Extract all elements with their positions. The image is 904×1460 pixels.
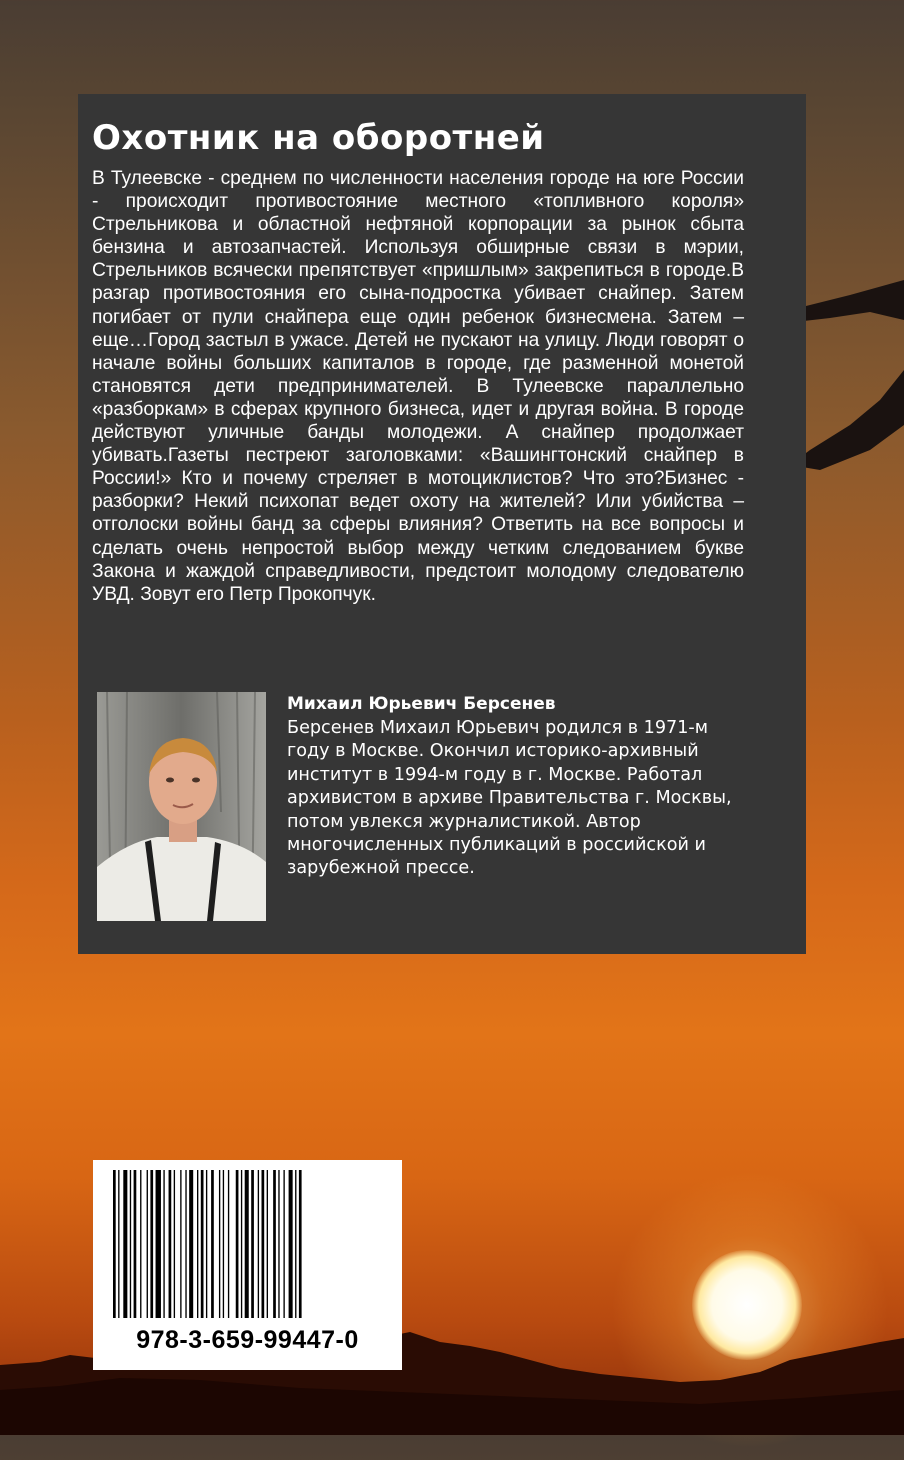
book-synopsis: В Тулеевске - среднем по численности населения городе на юге России - происходит противостояние местного «топливного короля» Стрельникова и областной нефтяной корпорации за рынок сбыта бензина и автозапчастей. Используя обширные связи в мэрии, Стрельников всячески препятствует «пришлым» закрепиться в городе.В разгар противостояния его сына-подростка убивает снайпер. Затем погибает от пули снайпера еще один ребенок бизнесмена. Затем – еще…Город застыл в ужасе. Детей не пускают на улицу. Люди говорят о начале войны больших капиталов в городе, где разменной монетой становятся дети предпринимателей. В Тулеевске параллельно «разборкам» в сферах крупного бизнеса, идет и другая война. В городе действуют уличные банды молодежи. А снайпер продолжает убивать.Газеты пестреют заголовками: «Вашингтонский снайпер в России!» Кто и почему стреляет в мотоциклистов? Что это?Бизнес - разборки? Некий психопат ведет охоту на жителей? Или убийства – отголоски войны банд за сферы влияния? Ответить на все вопросы и сделать очень непростой выбор между четким следованием букве Закона и жаждой справедливости, предстоит молодому следователю УВД. Зовут его Петр Прокопчук. [92,168,744,605]
barcode-bar [113,1170,116,1318]
barcode-bar [245,1170,249,1318]
barcode-bar [201,1170,204,1318]
barcode-bar [223,1170,224,1318]
isbn-number: 978-3-659-99447-0 [136,1326,359,1354]
barcode-bar [267,1170,268,1318]
barcode-bar [163,1170,164,1318]
author-name: Михаил Юрьевич Берсенев [287,694,556,714]
barcode-bar [189,1170,193,1318]
barcode-bar [150,1170,153,1318]
barcode-bar [299,1170,302,1318]
barcode-bar [278,1170,279,1318]
barcode-bar [180,1170,181,1318]
barcode-bar [289,1170,293,1318]
barcode-bar [118,1170,119,1318]
barcode-bar [236,1170,239,1318]
barcode-bar [185,1170,186,1318]
barcode-bar [206,1170,207,1318]
barcode-bar [147,1170,148,1318]
barcode-bar [197,1170,198,1318]
barcode-bar [130,1170,131,1318]
barcode-bars [113,1170,381,1318]
barcode-bar [241,1170,242,1318]
author-bio: Берсенев Михаил Юрьевич родился в 1971-м году в Москве. Окончил историко-архивный институт в 1994-м году в г. Москве. Работал архивистом в архиве Правительства г. Москвы, потом увлекся журналистикой. Автор многочисленных публикаций в российской и зарубежной прессе. [287,718,732,879]
barcode-bar [140,1170,141,1318]
barcode-bar [258,1170,259,1318]
barcode-bar [273,1170,276,1318]
barcode-bar [228,1170,229,1318]
barcode-bar [134,1170,137,1318]
barcode-bar [211,1170,214,1318]
hand-silhouette [790,250,904,470]
author-photo [97,692,266,921]
barcode-bar [219,1170,220,1318]
barcode-bar [169,1170,172,1318]
barcode-bar [156,1170,161,1318]
barcode-bar [283,1170,284,1318]
barcode-bar [174,1170,175,1318]
barcode-bar [251,1170,254,1318]
book-title: Охотник на оборотней [92,118,545,158]
barcode-bar [295,1170,296,1318]
barcode-bar [123,1170,127,1318]
barcode-bar [262,1170,265,1318]
